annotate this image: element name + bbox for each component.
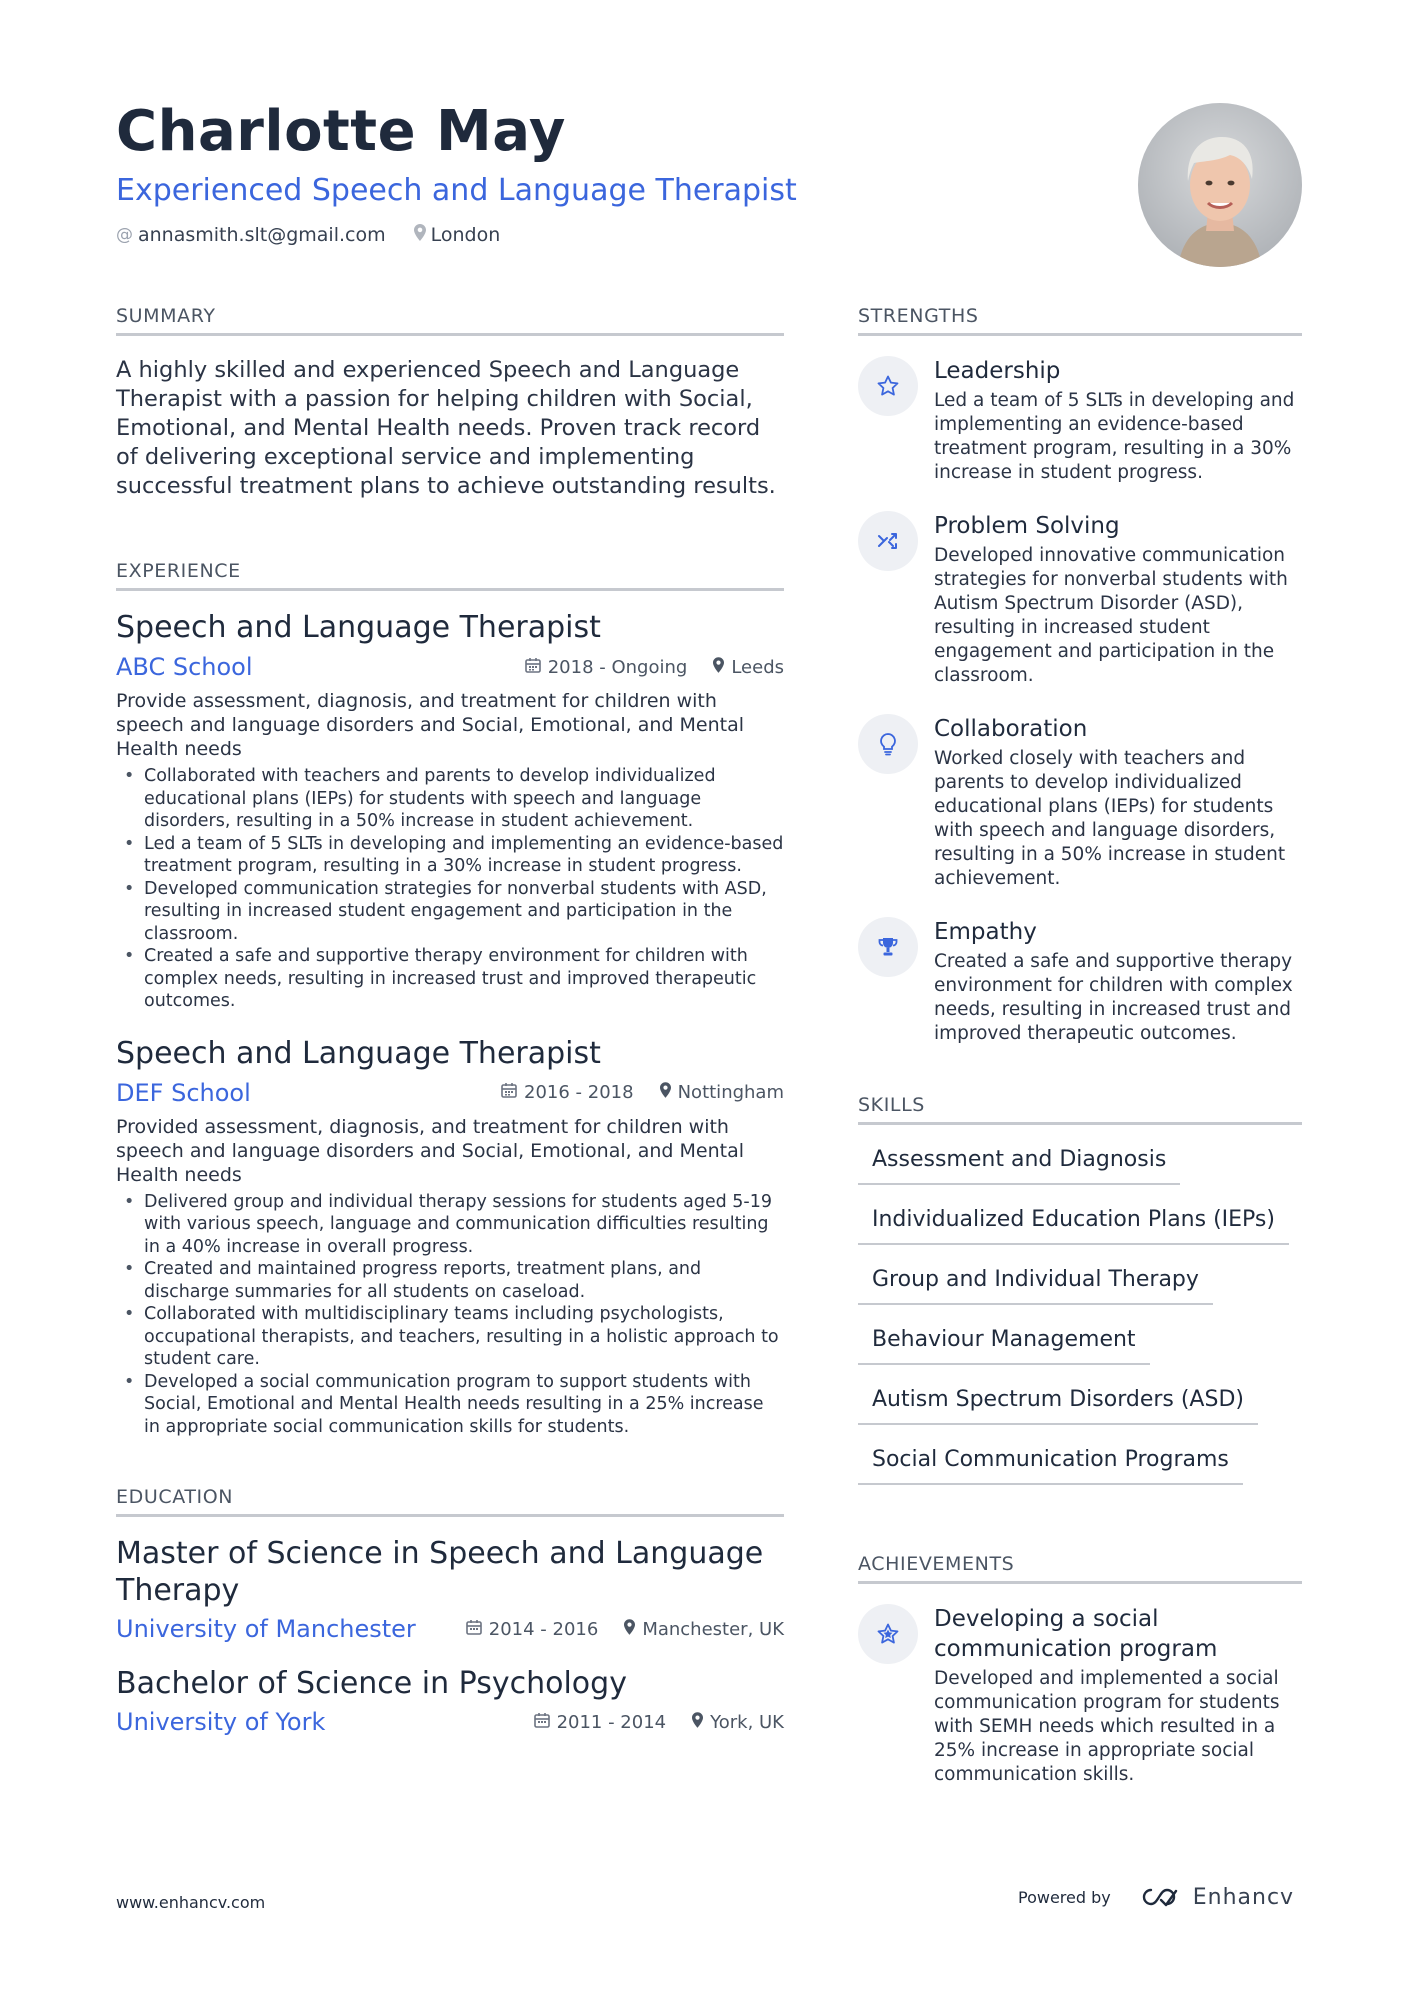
contact-email[interactable] [116, 224, 386, 246]
strength-text: Led a team of 5 SLTs in developing and implementing an evidence-based treatment program, resulting in a 30% increase in student progress. [934, 390, 1295, 483]
experience-item [116, 1035, 784, 1439]
calendar-icon [534, 1712, 550, 1733]
skill-tag: Group and Individual Therapy [858, 1259, 1213, 1305]
calendar-icon [466, 1619, 482, 1640]
strength-title: Collaboration [934, 716, 1088, 742]
skill-row [858, 1379, 1302, 1425]
location-pin-icon [692, 1712, 703, 1733]
job-meta [499, 657, 784, 678]
company-name: ABC School [116, 653, 253, 681]
strength-text: Worked closely with teachers and parents to develop individualized educational plans (IEPs) for students with speech and language disorders, resulting in a 50% increase in student achievement. [934, 748, 1286, 889]
enhancv-logo-mark-icon [1135, 1884, 1183, 1910]
degree-title: Bachelor of Science in Psychology [116, 1666, 627, 1701]
job-dates-text: 2016 - 2018 [524, 1082, 634, 1103]
education-dates [466, 1619, 599, 1640]
calendar-icon [501, 1082, 517, 1103]
job-meta [475, 1082, 784, 1103]
education-location [692, 1712, 784, 1733]
education-location-text: Manchester, UK [642, 1618, 784, 1640]
strength-body [934, 356, 1302, 485]
email-text: annasmith.slt@gmail.com [138, 224, 386, 246]
list-item: • Created a safe and supportive therapy environment for children with complex needs, resulting in increased trust and improved therapeutic outcomes. [116, 945, 784, 1013]
contact-location [414, 224, 501, 246]
job-meta-row [116, 1077, 784, 1109]
candidate-headline: Experienced Speech and Language Therapist [116, 173, 797, 208]
education-meta [440, 1619, 784, 1640]
strength-item [858, 714, 1302, 891]
right-column [858, 303, 1302, 1787]
job-dates [501, 1082, 634, 1103]
education-location [624, 1619, 784, 1640]
skill-tag: Individualized Education Plans (IEPs) [858, 1199, 1289, 1245]
degree-title: Master of Science in Speech and Language Therapy [116, 1536, 764, 1608]
star-badge-icon [858, 1604, 918, 1664]
resume-header [116, 96, 836, 246]
skills-heading: SKILLS [858, 1092, 1302, 1125]
powered-by-label: Powered by [1018, 1887, 1111, 1907]
job-dates [525, 657, 688, 678]
footer-branding [1018, 1884, 1294, 1910]
job-title: Speech and Language Therapist [116, 1035, 601, 1071]
location-text: London [430, 224, 501, 246]
skill-row [858, 1139, 1302, 1185]
skill-row [858, 1259, 1302, 1305]
job-location [713, 657, 784, 678]
candidate-name: Charlotte May [116, 99, 566, 164]
at-sign-icon: @ [116, 225, 133, 245]
location-pin-icon [624, 1619, 635, 1640]
job-description: Provide assessment, diagnosis, and treatment for children with speech and language disorders and Social, Emotional, and Mental Health needs [116, 690, 745, 760]
strength-body [934, 714, 1302, 891]
job-dates-text: 2018 - Ongoing [547, 656, 688, 678]
list-item: • Delivered group and individual therapy sessions for students aged 5-19 with various speech, language and communication difficulties resulting in a 40% increase in overall progress. [116, 1191, 784, 1259]
school-name: University of York [116, 1708, 326, 1736]
experience-item [116, 609, 784, 1013]
job-title: Speech and Language Therapist [116, 610, 601, 645]
education-dates-text: 2014 - 2016 [488, 1618, 599, 1640]
education-heading: EDUCATION [116, 1484, 784, 1517]
strength-body [934, 917, 1302, 1046]
achievement-item [858, 1604, 1302, 1787]
enhancv-logo[interactable] [1135, 1884, 1294, 1910]
skills-section [858, 1092, 1302, 1485]
lightbulb-icon [858, 714, 918, 774]
trophy-icon [858, 917, 918, 977]
list-item: • Collaborated with multidisciplinary teams including psychologists, occupational therapists, and teachers, resulting in a holistic approach to student care. [116, 1303, 784, 1371]
calendar-icon [525, 657, 541, 678]
strength-text: Developed innovative communication strategies for nonverbal students with Autism Spectrum Disorder (ASD), resulting in increased student engagement and participation in the classroom. [934, 545, 1288, 686]
skill-tag: Behaviour Management [858, 1319, 1150, 1365]
strength-item [858, 356, 1302, 485]
achievements-section [858, 1551, 1302, 1787]
star-icon [858, 356, 918, 416]
skill-tag: Assessment and Diagnosis [858, 1139, 1180, 1185]
skill-tag: Social Communication Programs [858, 1439, 1243, 1485]
strength-title: Problem Solving [934, 513, 1120, 539]
strength-item [858, 917, 1302, 1046]
shuffle-icon [858, 511, 918, 571]
strength-item [858, 511, 1302, 688]
brand-name: Enhancv [1192, 1884, 1295, 1910]
list-item: • Created and maintained progress reports, treatment plans, and discharge summaries for all students on caseload. [116, 1258, 784, 1303]
job-location [660, 1082, 784, 1103]
school-name: University of Manchester [116, 1615, 416, 1643]
education-meta-row [116, 1613, 784, 1645]
achievements-heading: ACHIEVEMENTS [858, 1551, 1302, 1584]
summary-text: A highly skilled and experienced Speech and Language Therapist with a passion for helping children with Social, Emotional, and Mental Health needs. Proven track record of delivering exceptional service and implementing successful treatment plans to achieve outstanding results. [116, 357, 776, 499]
summary-heading: SUMMARY [116, 303, 784, 336]
contact-info [116, 224, 836, 246]
left-column [116, 303, 784, 1738]
list-item: • Led a team of 5 SLTs in developing and implementing an evidence-based treatment program, resulting in a 30% increase in student progress. [116, 833, 784, 878]
education-location-text: York, UK [710, 1711, 784, 1733]
education-item [116, 1535, 784, 1645]
job-bullets [116, 1191, 784, 1439]
footer-website[interactable]: www.enhancv.com [116, 1893, 266, 1912]
achievement-title: Developing a social communication program [934, 1606, 1218, 1662]
experience-heading: EXPERIENCE [116, 558, 784, 591]
skill-row [858, 1439, 1302, 1485]
education-dates-text: 2011 - 2014 [556, 1711, 667, 1733]
location-pin-icon [660, 1082, 671, 1103]
experience-section [116, 558, 784, 1438]
list-item: • Developed communication strategies for nonverbal students with ASD, resulting in increased student engagement and participation in the classroom. [116, 878, 784, 946]
education-item [116, 1665, 784, 1738]
education-meta [508, 1712, 784, 1733]
skill-row [858, 1199, 1302, 1245]
job-meta-row [116, 651, 784, 683]
job-location-text: Nottingham [677, 1082, 784, 1103]
job-description: Provided assessment, diagnosis, and treatment for children with speech and language disorders and Social, Emotional, and Mental Health needs [116, 1115, 745, 1186]
avatar [1138, 103, 1302, 267]
strength-title: Leadership [934, 358, 1061, 384]
achievement-text: Developed and implemented a social communication program for students with SEMH needs which resulted in a 25% increase in appropriate social communication skills. [934, 1668, 1280, 1785]
strength-text: Created a safe and supportive therapy environment for children with complex needs, resulting in increased trust and improved therapeutic outcomes. [934, 951, 1293, 1044]
education-section [116, 1484, 784, 1738]
strengths-heading: STRENGTHS [858, 303, 1302, 336]
location-pin-icon [414, 224, 426, 246]
summary-section [116, 303, 784, 501]
job-location-text: Leeds [731, 656, 784, 678]
list-item: • Collaborated with teachers and parents to develop individualized educational plans (IEPs) for students with speech and language disorders, resulting in a 50% increase in student achievement. [116, 765, 784, 833]
education-dates [534, 1712, 667, 1733]
skill-row [858, 1319, 1302, 1365]
strength-title: Empathy [934, 919, 1037, 945]
achievement-body [934, 1604, 1302, 1787]
job-bullets [116, 765, 784, 1013]
location-pin-icon [713, 657, 724, 678]
skill-tag: Autism Spectrum Disorders (ASD) [858, 1379, 1258, 1425]
strengths-section [858, 303, 1302, 1046]
company-name: DEF School [116, 1078, 251, 1107]
list-item: • Developed a social communication program to support students with Social, Emotional and Mental Health needs resulting in a 25% increase in appropriate social communication skills for students. [116, 1371, 784, 1439]
strength-body [934, 511, 1302, 688]
education-meta-row [116, 1706, 784, 1738]
